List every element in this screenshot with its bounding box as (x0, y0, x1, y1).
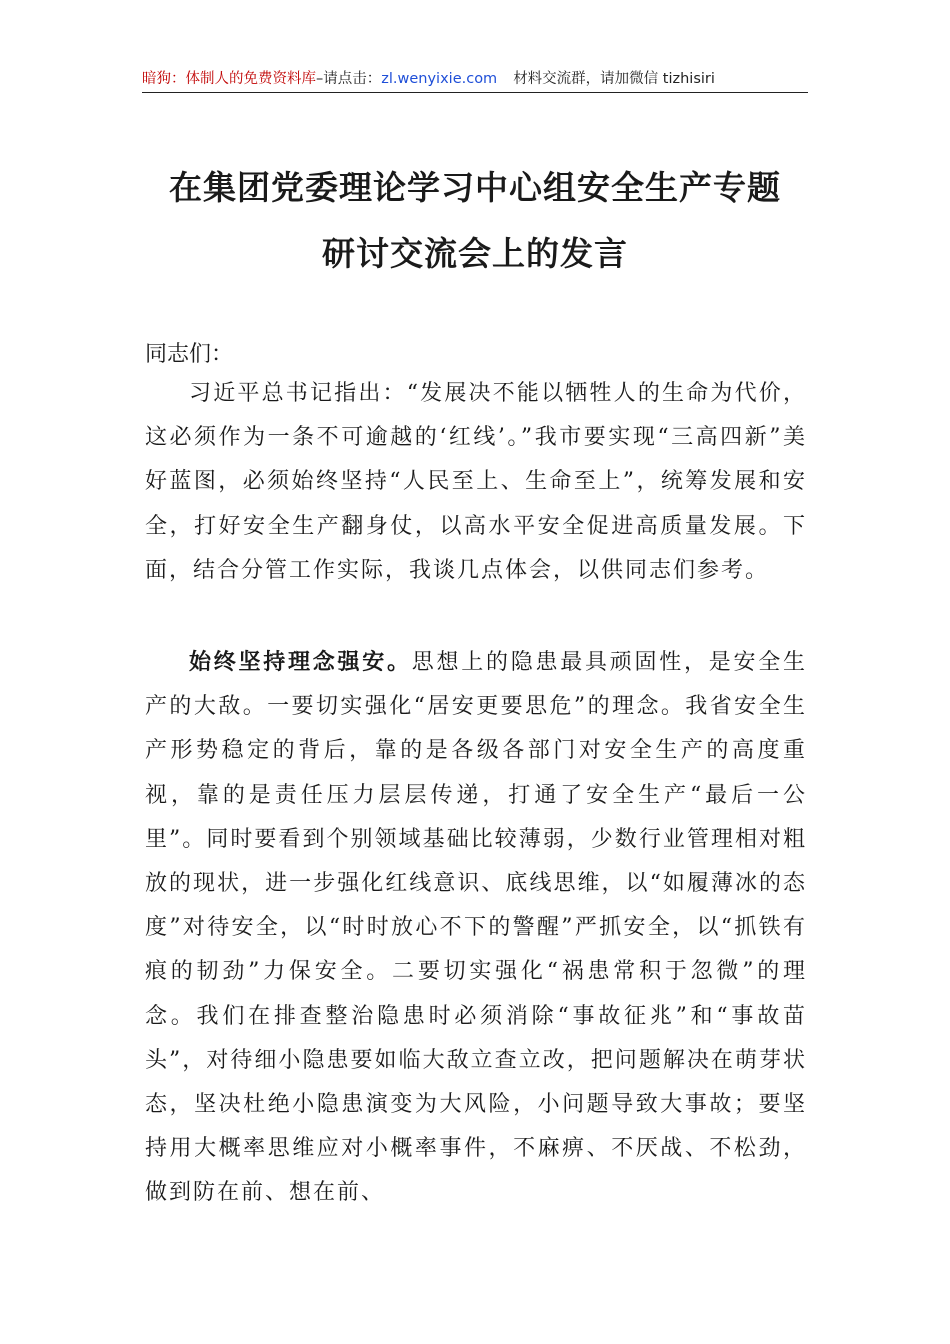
header-link[interactable]: zl.wenyixie.com (381, 71, 498, 87)
document-title-line-2: 研讨交流会上的发言 (322, 234, 628, 273)
paragraph-section-1 (145, 640, 807, 1216)
watermark-header (142, 68, 808, 93)
paragraph-intro-text: 习近平总书记指出：“发展决不能以牺牲人的生命为代价，这必须作为一条不可逾越的‘红线’。”我市要实现“三高四新”美好蓝图，必须始终坚持“人民至上、生命至上”，统筹发展和安全，打好安全生产翻身仗，以高水平安全促进高质量发展。下面，结合分管工作实际，我谈几点体会，以供同志们参考。 (145, 381, 807, 583)
header-brand: 暗狗：体制人的免费资料库 (142, 71, 316, 87)
document-title-line-1: 在集团党委理论学习中心组安全生产专题 (169, 168, 781, 207)
section-heading: 始终坚持理念强安。 (189, 649, 412, 675)
greeting: 同志们： (145, 342, 234, 367)
paragraph-intro (145, 372, 807, 593)
header-prompt: –请点击： (316, 71, 382, 87)
header-note: 材料交流群，请加微信 tizhisiri (513, 71, 715, 87)
section-body-text: 思想上的隐患最具顽固性，是安全生产的大敌。一要切实强化“居安更要思危”的理念。我省安全生产形势稳定的背后，靠的是各级各部门对安全生产的高度重视，靠的是责任压力层层传递，打通了安全生产“最后一公里”。同时要看到个别领域基础比较薄弱，少数行业管理相对粗放的现状，进一步强化红线意识、底线思维，以“如履薄冰的态度”对待安全，以“时时放心不下的警醒”严抓安全，以“抓铁有痕的韧劲”力保安全。二要切实强化“祸患常积于忽微”的理念。我们在排查整治隐患时必须消除“事故征兆”和“事故苗头”，对待细小隐患要如临大敌立查立改，把问题解决在萌芽状态，坚决杜绝小隐患演变为大风险，小问题导致大事故；要坚持用大概率思维应对小概率事件，不麻痹、不厌战、不松劲，做到防在前、想在前、 (145, 650, 807, 1206)
